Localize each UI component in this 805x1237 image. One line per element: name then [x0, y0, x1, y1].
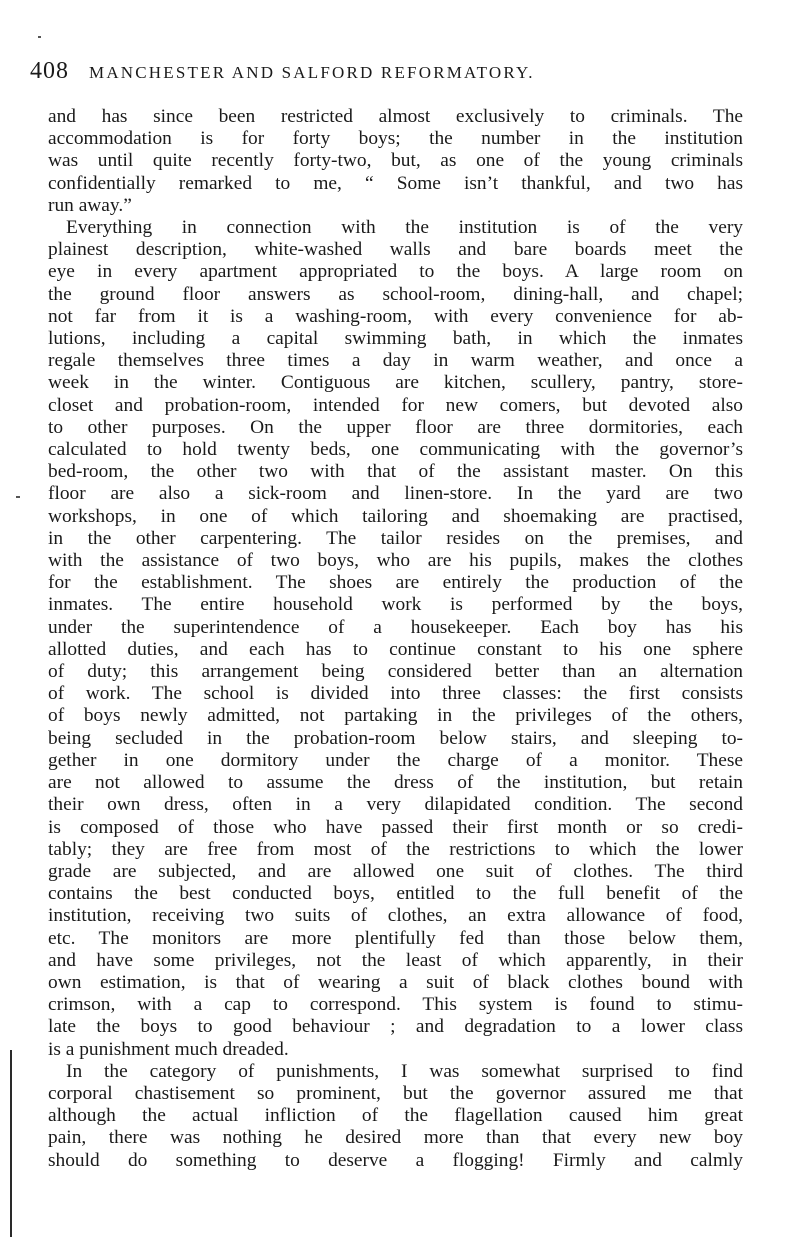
text-line: bed-room, the other two with that of the assistant master. On this [48, 461, 743, 483]
text-line: confidentially remarked to me, “ Some isn’t thankful, and two has [48, 172, 743, 194]
text-line: the ground floor answers as school-room, dining-hall, and chapel; [48, 283, 743, 305]
text-line: floor are also a sick-room and linen-store. In the yard are two [48, 483, 743, 505]
binding-edge-rule [10, 1050, 12, 1237]
text-line: is a punishment much dreaded. [48, 1038, 289, 1060]
text-line: with the assistance of two boys, who are his pupils, makes the clothes [48, 550, 743, 572]
text-line: should do something to deserve a flogging! Firmly and calmly [48, 1149, 743, 1171]
text-line: lutions, including a capital swimming bath, in which the inmates [48, 328, 743, 350]
text-line: week in the winter. Contiguous are kitchen, scullery, pantry, store- [48, 372, 743, 394]
text-line: calculated to hold twenty beds, one communicating with the governor’s [48, 439, 743, 461]
text-line: late the boys to good behaviour ; and degradation to a lower class [48, 1016, 743, 1038]
page-header [30, 58, 750, 85]
page-number: 408 [30, 58, 69, 84]
text-line: institution, receiving two suits of clothes, an extra allowance of food, [48, 905, 743, 927]
text-line: pain, there was nothing he desired more than that every new boy [48, 1127, 743, 1149]
paragraph-start-line: In the category of punishments, I was somewhat surprised to find [66, 1060, 743, 1082]
text-line: to other purposes. On the upper floor are three dormitories, each [48, 416, 743, 438]
text-line: under the superintendence of a housekeeper. Each boy has his [48, 616, 743, 638]
text-line: closet and probation-room, intended for new comers, but devoted also [48, 394, 743, 416]
text-line: in the other carpentering. The tailor resides on the premises, and [48, 527, 743, 549]
text-line: corporal chastisement so prominent, but the governor assured me that [48, 1082, 743, 1104]
text-line: was until quite recently forty-two, but, as one of the young criminals [48, 150, 743, 172]
text-line: plainest description, white-washed walls and bare boards meet the [48, 239, 743, 261]
text-line: is composed of those who have passed their first month or so credi- [48, 816, 743, 838]
text-line: inmates. The entire household work is performed by the boys, [48, 594, 743, 616]
text-line: eye in every apartment appropriated to the boys. A large room on [48, 261, 743, 283]
text-line: gether in one dormitory under the charge of a monitor. These [48, 749, 743, 771]
paragraph-start-line: Everything in connection with the institution is of the very [66, 217, 743, 239]
text-line: their own dress, often in a very dilapidated condition. The second [48, 794, 743, 816]
text-line: run away.” [48, 194, 132, 216]
text-line: and have some privileges, not the least of which apparently, in their [48, 949, 743, 971]
body-text [48, 106, 743, 1172]
text-line: etc. The monitors are more plentifully fed than those below them, [48, 927, 743, 949]
text-line: for the establishment. The shoes are entirely the production of the [48, 572, 743, 594]
text-line: crimson, with a cap to correspond. This system is found to stimu- [48, 994, 743, 1016]
running-head: MANCHESTER AND SALFORD REFORMATORY. [89, 63, 535, 82]
text-line: tably; they are free from most of the restrictions to which the lower [48, 838, 743, 860]
text-line: being secluded in the probation-room below stairs, and sleeping to- [48, 727, 743, 749]
text-line: of boys newly admitted, not partaking in the privileges of the others, [48, 705, 743, 727]
scan-speck [38, 36, 41, 38]
text-line: workshops, in one of which tailoring and shoemaking are practised, [48, 505, 743, 527]
text-line: regale themselves three times a day in warm weather, and once a [48, 350, 743, 372]
text-line: accommodation is for forty boys; the number in the institution [48, 128, 743, 150]
text-line: and has since been restricted almost exclusively to criminals. The [48, 106, 743, 127]
text-line: allotted duties, and each has to continue constant to his one sphere [48, 638, 743, 660]
scan-speck [16, 496, 20, 498]
text-line: of duty; this arrangement being considered better than an alternation [48, 661, 743, 683]
text-line: not far from it is a washing-room, with every convenience for ab- [48, 305, 743, 327]
text-line: although the actual infliction of the flagellation caused him great [48, 1105, 743, 1127]
text-line: of work. The school is divided into three classes: the first consists [48, 683, 743, 705]
text-line: are not allowed to assume the dress of the institution, but retain [48, 772, 743, 794]
text-line: own estimation, is that of wearing a suit of black clothes bound with [48, 971, 743, 993]
text-line: grade are subjected, and are allowed one suit of clothes. The third [48, 860, 743, 882]
text-line: contains the best conducted boys, entitled to the full benefit of the [48, 883, 743, 905]
